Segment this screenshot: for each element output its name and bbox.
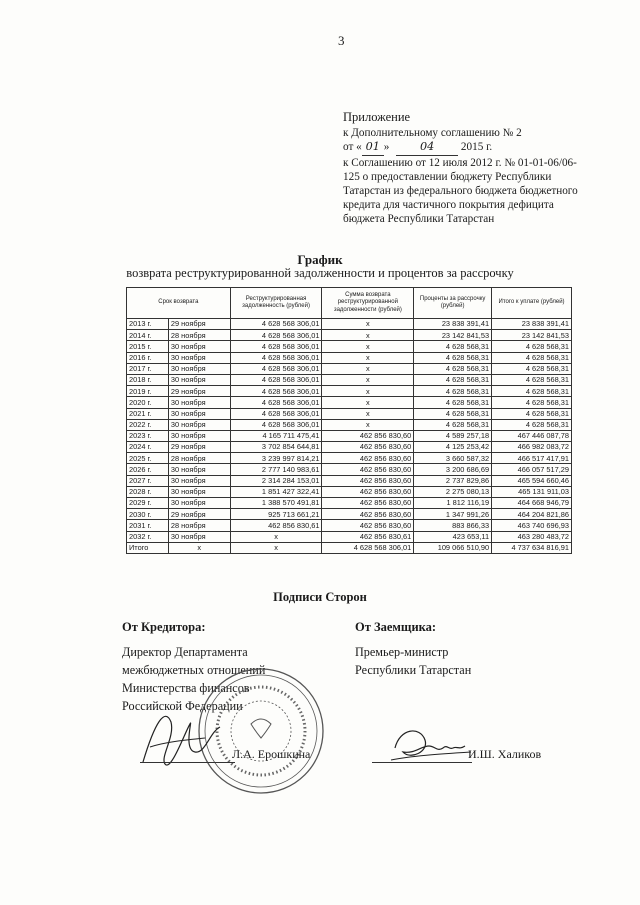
cell-restructured-debt: 4 628 568 306,01 [230, 330, 322, 341]
cell-total: 463 280 483,72 [492, 531, 572, 542]
cell-restructured-debt: 4 628 568 306,01 [230, 363, 322, 374]
cell-year: 2019 г. [127, 386, 169, 397]
table-row [127, 419, 572, 430]
cell-year: 2022 г. [127, 419, 169, 430]
cell-repayment-amount: x [322, 363, 414, 374]
cell-year: 2021 г. [127, 408, 169, 419]
cell-total: 23 142 841,53 [492, 330, 572, 341]
cell-restructured-debt: 3 702 854 644,81 [230, 442, 322, 453]
cell-year: 2018 г. [127, 374, 169, 385]
cell-year: 2028 г. [127, 486, 169, 497]
cell-year: Итого [127, 542, 169, 553]
creditor-signature-underline [140, 762, 235, 763]
cell-total: 4 628 568,31 [492, 363, 572, 374]
borrower-position [355, 643, 471, 679]
table-row [127, 520, 572, 531]
cell-interest: 23 838 391,41 [414, 319, 492, 330]
repayment-schedule-table [126, 287, 572, 554]
cell-restructured-debt: 4 628 568 306,01 [230, 374, 322, 385]
creditor-signature [135, 702, 225, 777]
table-row [127, 330, 572, 341]
date-prefix: от « [343, 141, 362, 154]
cell-total: 4 628 568,31 [492, 374, 572, 385]
cell-repayment-amount: 462 856 830,60 [322, 430, 414, 441]
cell-restructured-debt: 1 851 427 322,41 [230, 486, 322, 497]
cell-total: 466 982 083,72 [492, 442, 572, 453]
cell-repayment-amount: 462 856 830,60 [322, 453, 414, 464]
cell-interest: 4 628 568,31 [414, 386, 492, 397]
creditor-heading: От Кредитора: [122, 620, 206, 634]
appendix-agreement-line: к Дополнительному соглашению № 2 [343, 127, 522, 140]
cell-day: 30 ноября [168, 498, 230, 509]
schedule-title: График [297, 252, 343, 267]
cell-total: 23 838 391,41 [492, 319, 572, 330]
cell-year: 2017 г. [127, 363, 169, 374]
table-row [127, 531, 572, 542]
cell-day: 29 ноября [168, 442, 230, 453]
borrower-signature-underline [372, 762, 472, 763]
cell-repayment-amount: x [322, 319, 414, 330]
cell-total: 465 131 911,03 [492, 486, 572, 497]
borrower-position-line: Республики Татарстан [355, 663, 472, 677]
creditor-sign-line [140, 747, 318, 763]
cell-total: 466 517 417,91 [492, 453, 572, 464]
borrower-heading: От Заемщика: [355, 620, 437, 634]
cell-repayment-amount: 462 856 830,60 [322, 509, 414, 520]
cell-year: 2029 г. [127, 498, 169, 509]
cell-interest: 3 660 587,32 [414, 453, 492, 464]
borrower-sign-line [372, 747, 548, 763]
cell-day: 30 ноября [168, 475, 230, 486]
cell-total: 4 628 568,31 [492, 352, 572, 363]
signatures-title: Подписи Сторон [273, 590, 367, 604]
cell-total: 466 057 517,29 [492, 464, 572, 475]
date-day: 01 [362, 140, 384, 155]
table-header-row [127, 288, 572, 319]
cell-total: 4 628 568,31 [492, 397, 572, 408]
table-row [127, 453, 572, 464]
cell-total: 4 628 568,31 [492, 419, 572, 430]
cell-day: 30 ноября [168, 486, 230, 497]
cell-repayment-amount: x [322, 419, 414, 430]
page-number: 3 [338, 33, 345, 48]
creditor-position-line: Директор Департамента [122, 645, 248, 659]
table-row [127, 319, 572, 330]
cell-day: 30 ноября [168, 419, 230, 430]
cell-repayment-amount: 462 856 830,60 [322, 464, 414, 475]
cell-total: 4 737 634 816,91 [492, 542, 572, 553]
table-total-row [127, 542, 572, 553]
cell-restructured-debt: 4 628 568 306,01 [230, 419, 322, 430]
cell-interest: 2 275 080,13 [414, 486, 492, 497]
cell-restructured-debt: 462 856 830,61 [230, 520, 322, 531]
cell-repayment-amount: 462 856 830,60 [322, 486, 414, 497]
cell-day: 30 ноября [168, 341, 230, 352]
cell-interest: 423 653,11 [414, 531, 492, 542]
cell-day: 28 ноября [168, 453, 230, 464]
cell-interest: 1 812 116,19 [414, 498, 492, 509]
cell-day: 30 ноября [168, 397, 230, 408]
header-due-date: Срок возврата [127, 288, 231, 319]
cell-interest: 4 125 253,42 [414, 442, 492, 453]
cell-interest: 4 628 568,31 [414, 352, 492, 363]
cell-restructured-debt: 3 239 997 814,21 [230, 453, 322, 464]
appendix-body: к Соглашению от 12 июля 2012 г. № 01-01-06/06-125 о предоставлении бюджету Республики Татарстан из федерального бюджета бюджетного кредита для частичного покрытия дефицита бюджета Республики Татарстан [343, 156, 578, 226]
cell-day: 30 ноября [168, 363, 230, 374]
table-row [127, 486, 572, 497]
cell-restructured-debt: 4 628 568 306,01 [230, 397, 322, 408]
cell-day: 30 ноября [168, 374, 230, 385]
cell-year: 2031 г. [127, 520, 169, 531]
cell-day: 29 ноября [168, 319, 230, 330]
creditor-position-line: Министерства финансов [122, 681, 250, 695]
cell-repayment-amount: 462 856 830,60 [322, 520, 414, 531]
appendix-title: Приложение [343, 110, 411, 124]
cell-repayment-amount: x [322, 341, 414, 352]
borrower-position-line: Премьер-министр [355, 645, 449, 659]
appendix-date-line [343, 140, 588, 155]
cell-interest: 4 628 568,31 [414, 363, 492, 374]
cell-year: 2015 г. [127, 341, 169, 352]
table-row [127, 430, 572, 441]
cell-year: 2014 г. [127, 330, 169, 341]
date-year: 2015 г. [460, 141, 493, 154]
header-repayment-amount: Сумма возврата реструктурированной задолженности (рублей) [322, 288, 414, 319]
creditor-name: Л.А. Ерошкина [232, 747, 311, 761]
cell-repayment-amount: x [322, 408, 414, 419]
cell-restructured-debt: 2 777 140 983,61 [230, 464, 322, 475]
cell-repayment-amount: 4 628 568 306,01 [322, 542, 414, 553]
cell-day: 30 ноября [168, 352, 230, 363]
cell-interest: 883 866,33 [414, 520, 492, 531]
cell-year: 2023 г. [127, 430, 169, 441]
cell-interest: 4 589 257,18 [414, 430, 492, 441]
header-interest: Проценты за рассрочку (рублей) [414, 288, 492, 319]
table-row [127, 464, 572, 475]
cell-interest: 4 628 568,31 [414, 397, 492, 408]
cell-year: 2024 г. [127, 442, 169, 453]
cell-interest: 4 628 568,31 [414, 408, 492, 419]
cell-restructured-debt: 2 314 284 153,01 [230, 475, 322, 486]
appendix-block [343, 110, 588, 227]
cell-restructured-debt: 1 388 570 491,81 [230, 498, 322, 509]
cell-interest: 109 066 510,90 [414, 542, 492, 553]
cell-repayment-amount: 462 856 830,61 [322, 531, 414, 542]
cell-year: 2013 г. [127, 319, 169, 330]
cell-repayment-amount: x [322, 397, 414, 408]
cell-restructured-debt: x [230, 542, 322, 553]
cell-total: 464 204 821,86 [492, 509, 572, 520]
cell-repayment-amount: x [322, 374, 414, 385]
cell-day: 29 ноября [168, 386, 230, 397]
creditor-position-line: межбюджетных отношений [122, 663, 266, 677]
cell-year: 2027 г. [127, 475, 169, 486]
cell-repayment-amount: x [322, 330, 414, 341]
cell-year: 2030 г. [127, 509, 169, 520]
cell-day: 30 ноября [168, 531, 230, 542]
cell-restructured-debt: 4 165 711 475,41 [230, 430, 322, 441]
cell-day: 28 ноября [168, 520, 230, 531]
table-row [127, 386, 572, 397]
cell-day: 29 ноября [168, 509, 230, 520]
table-body [127, 319, 572, 554]
cell-day: 30 ноября [168, 430, 230, 441]
cell-total: 4 628 568,31 [492, 386, 572, 397]
cell-total: 465 594 660,46 [492, 475, 572, 486]
table-row [127, 408, 572, 419]
cell-total: 467 446 087,78 [492, 430, 572, 441]
cell-total: 4 628 568,31 [492, 341, 572, 352]
header-total: Итого к уплате (рублей) [492, 288, 572, 319]
table-row [127, 341, 572, 352]
cell-restructured-debt: 4 628 568 306,01 [230, 352, 322, 363]
cell-year: 2026 г. [127, 464, 169, 475]
cell-total: 4 628 568,31 [492, 408, 572, 419]
cell-year: 2032 г. [127, 531, 169, 542]
table-row [127, 475, 572, 486]
date-mid: » [383, 141, 390, 154]
header-restructured-debt: Реструктурированная задолженность (рублей) [230, 288, 322, 319]
cell-interest: 4 628 568,31 [414, 374, 492, 385]
cell-year: 2025 г. [127, 453, 169, 464]
schedule-subtitle: возврата реструктурированной задолженности и процентов за рассрочку [126, 266, 514, 280]
cell-restructured-debt: 4 628 568 306,01 [230, 408, 322, 419]
table-row [127, 498, 572, 509]
cell-interest: 4 628 568,31 [414, 419, 492, 430]
cell-day: x [168, 542, 230, 553]
table-row [127, 397, 572, 408]
table-row [127, 363, 572, 374]
cell-interest: 1 347 991,26 [414, 509, 492, 520]
cell-day: 30 ноября [168, 408, 230, 419]
cell-year: 2020 г. [127, 397, 169, 408]
table-row [127, 352, 572, 363]
cell-restructured-debt: 4 628 568 306,01 [230, 386, 322, 397]
cell-total: 464 668 946,79 [492, 498, 572, 509]
cell-day: 30 ноября [168, 464, 230, 475]
cell-repayment-amount: 462 856 830,60 [322, 475, 414, 486]
creditor-position-line: Российской Федерации [122, 699, 243, 713]
cell-restructured-debt: 4 628 568 306,01 [230, 319, 322, 330]
cell-year: 2016 г. [127, 352, 169, 363]
table-row [127, 509, 572, 520]
cell-interest: 4 628 568,31 [414, 341, 492, 352]
cell-total: 463 740 696,93 [492, 520, 572, 531]
cell-restructured-debt: 925 713 661,21 [230, 509, 322, 520]
borrower-name: И.Ш. Халиков [468, 747, 542, 761]
cell-repayment-amount: x [322, 352, 414, 363]
cell-restructured-debt: x [230, 531, 322, 542]
cell-interest: 3 200 686,69 [414, 464, 492, 475]
cell-interest: 23 142 841,53 [414, 330, 492, 341]
date-month: 04 [396, 140, 458, 155]
cell-repayment-amount: 462 856 830,60 [322, 498, 414, 509]
cell-interest: 2 737 829,86 [414, 475, 492, 486]
table-row [127, 442, 572, 453]
table-row [127, 374, 572, 385]
cell-restructured-debt: 4 628 568 306,01 [230, 341, 322, 352]
cell-repayment-amount: 462 856 830,60 [322, 442, 414, 453]
cell-repayment-amount: x [322, 386, 414, 397]
cell-day: 28 ноября [168, 330, 230, 341]
